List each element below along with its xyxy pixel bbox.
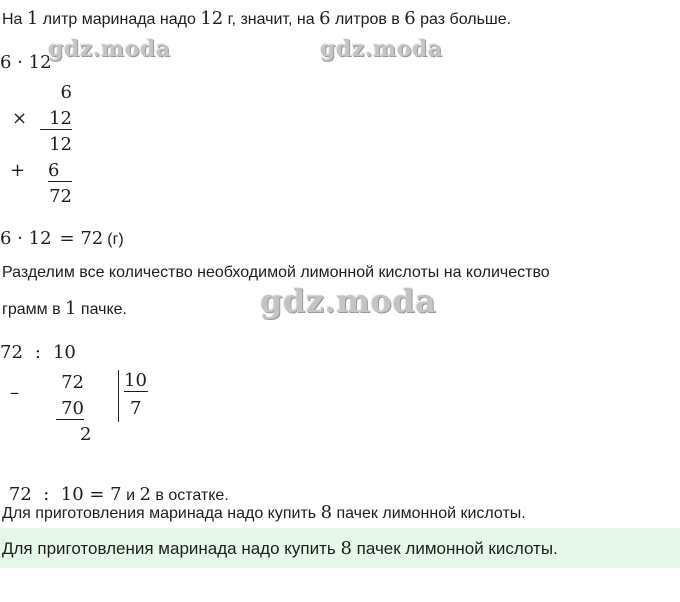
mult-shifted-partial: 6	[48, 160, 72, 182]
watermark: gdz.moda	[260, 282, 437, 320]
divisor: 10	[124, 370, 147, 391]
answer-text: Для приготовления маринада надо купить 8 пачек лимонной кислоты.	[2, 538, 558, 559]
times-sign: ×	[12, 108, 28, 129]
division-explanation-line1: Разделим все количество необходимой лимонной кислоты на количество	[2, 264, 550, 281]
division-expression: 72 : 10	[0, 342, 76, 363]
multiplication-result-line: 6 · 12 = 72 (г)	[0, 228, 124, 249]
mult-result: 72	[49, 186, 72, 207]
division-vertical-bar	[118, 370, 119, 422]
division-conclusion: 72 : 10 = 7 и 2 в остатке.	[8, 484, 229, 505]
dividend: 72	[61, 372, 84, 393]
watermark: gdz.moda	[320, 36, 443, 62]
division-explanation-line2: грамм в 1 пачке.	[2, 298, 127, 319]
multiplication-expression: 6 · 12	[0, 52, 52, 73]
quotient: 7	[130, 398, 142, 419]
watermark: gdz.moda	[48, 36, 171, 62]
mult-top-factor: 6	[60, 82, 72, 103]
remainder: 2	[80, 424, 92, 445]
mult-second-factor: 12	[40, 108, 72, 130]
final-statement: Для приготовления маринада надо купить 8 пачек лимонной кислоты.	[2, 502, 526, 523]
mult-partial-product: 12	[49, 134, 72, 155]
subtrahend: 70	[56, 398, 84, 420]
minus-sign: –	[10, 382, 19, 403]
intro-sentence: На 1 литр маринада надо 12 г, значит, на 6 литров в 6 раз больше.	[2, 8, 512, 29]
plus-sign: +	[10, 160, 26, 181]
